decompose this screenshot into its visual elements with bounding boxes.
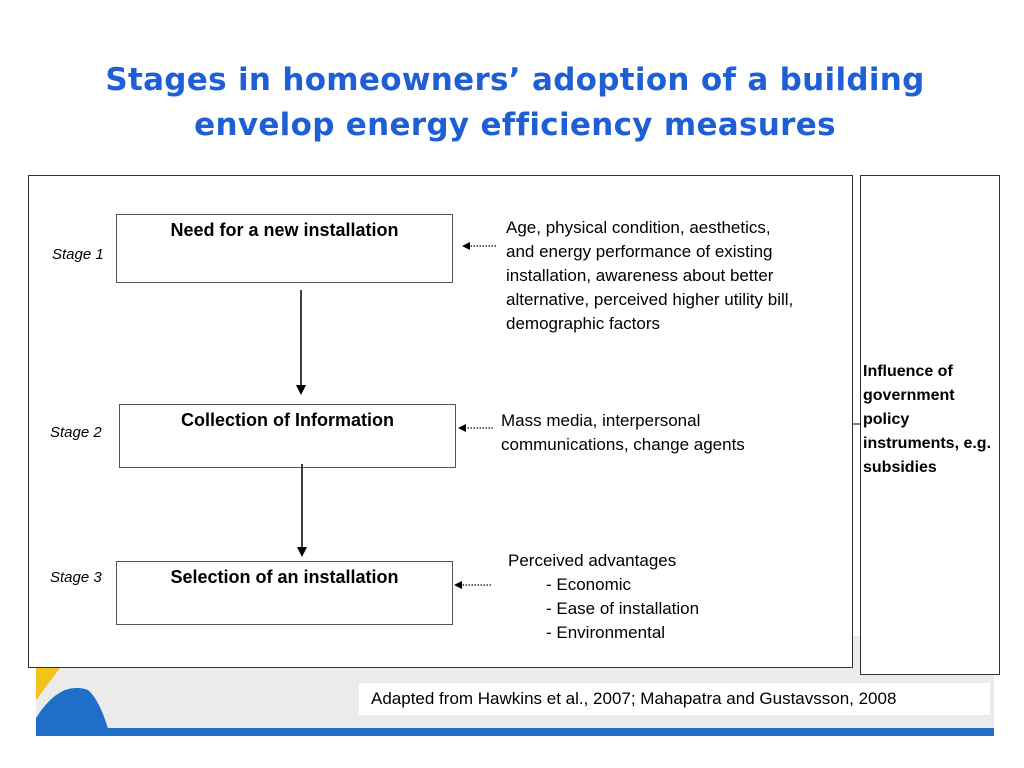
stage-1-factor-line: Age, physical condition, aesthetics, (506, 218, 771, 237)
stage-3-box: Selection of an installation (116, 561, 453, 625)
title-line-1: Stages in homeowners’ adoption of a building (105, 62, 925, 98)
stage-3-factor-heading: Perceived advantages (508, 551, 677, 570)
stage-1-factor-line: alternative, perceived higher utility bill, (506, 290, 794, 309)
stage-3-factor-item: - Economic (546, 575, 632, 594)
stage-2-factor-line: Mass media, interpersonal (501, 411, 701, 430)
stage-2-factor-line: communications, change agents (501, 435, 745, 454)
stage-1-factor-line: installation, awareness about better (506, 266, 774, 285)
stage-1-label: Stage 1 (52, 246, 104, 263)
stage-3-factor-item: - Ease of installation (546, 599, 700, 618)
citation: Adapted from Hawkins et al., 2007; Mahapatra and Gustavsson, 2008 (359, 683, 990, 715)
policy-panel-text: Influence of government policy instruments, e.g. subsidies (863, 363, 992, 476)
stage-3-label: Stage 3 (50, 569, 102, 586)
stage-1-factor-line: and energy performance of existing (506, 242, 773, 261)
stage-1-factor-line: demographic factors (506, 314, 661, 333)
title-line-2: envelop energy efficiency measures (194, 107, 836, 143)
stage-3-factor-item: - Environmental (546, 623, 666, 642)
stage-2-box: Collection of Information (119, 404, 456, 468)
stage-1-box: Need for a new installation (116, 214, 453, 283)
stage-2-label: Stage 2 (50, 424, 102, 441)
